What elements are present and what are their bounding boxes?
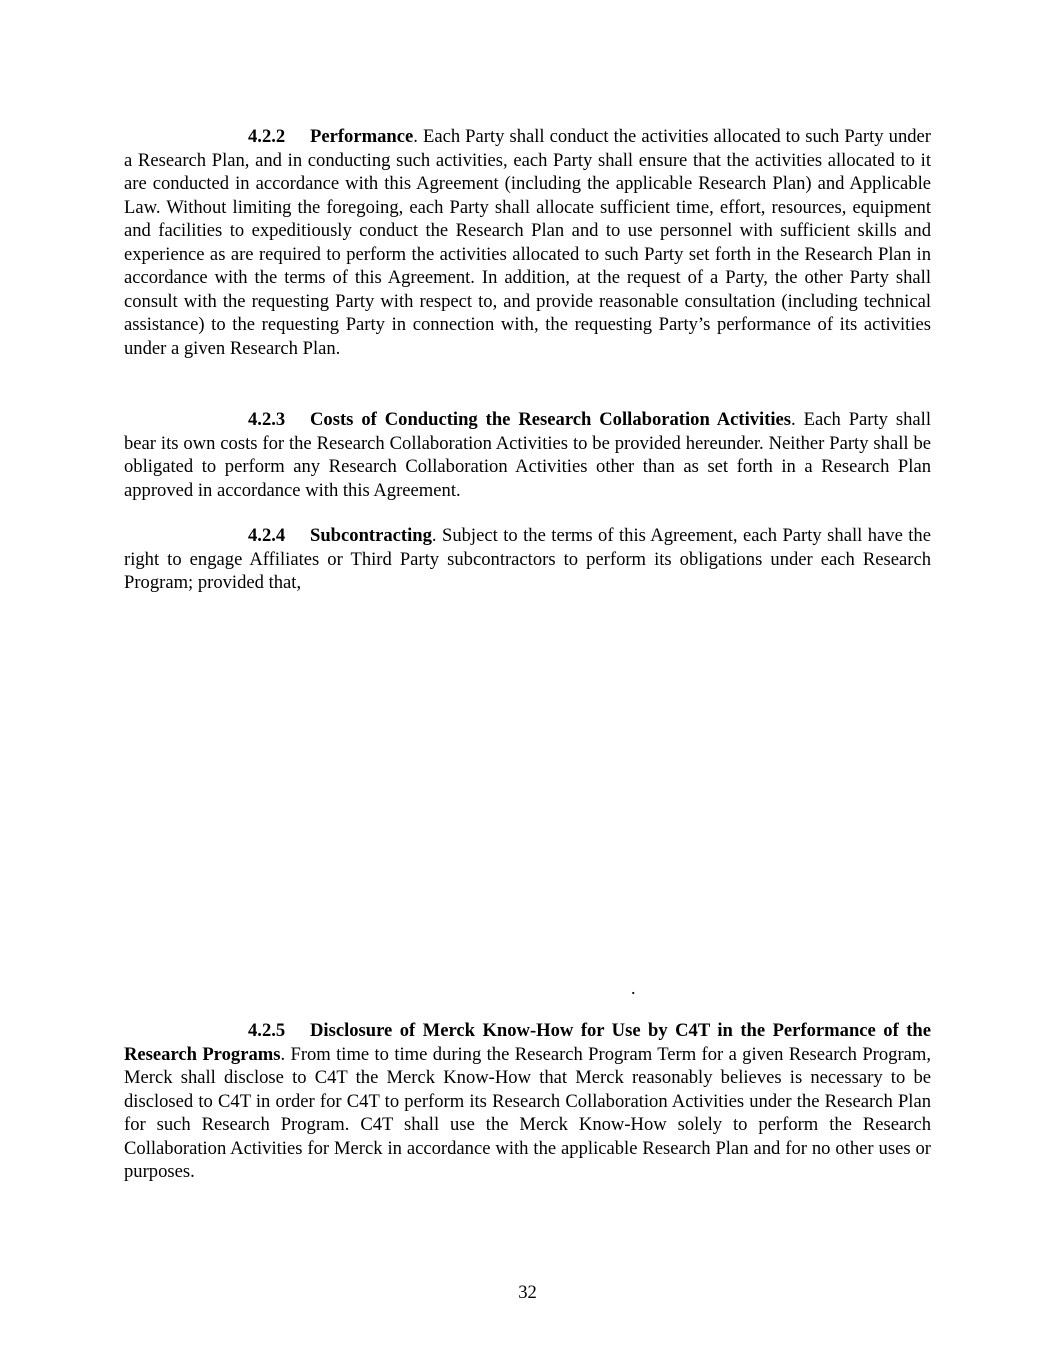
section-heading: Subcontracting (310, 525, 432, 546)
section-heading: Costs of Conducting the Research Collaboration Activities (310, 409, 792, 430)
section-4-2-2 (124, 125, 931, 360)
redaction-mark: . (631, 978, 636, 998)
page-number: 32 (518, 1282, 537, 1303)
section-number: 4.2.4 (248, 525, 286, 546)
section-body: . Subject to the terms of this Agreement, each Party shall have the right to engage Affiliates or Third Party subcontractors to perform its obligations under each Research Program; provided that, (124, 525, 931, 593)
section-heading: Performance (310, 126, 414, 147)
section-heading: Disclosure of Merck Know-How for Use by C4T in the Performance of the Research Programs (124, 1020, 931, 1065)
section-4-2-4 (124, 524, 931, 595)
section-body: . Each Party shall bear its own costs for the Research Collaboration Activities to be provided hereunder. Neither Party shall be obligated to perform any Research Collaboration Activities other than as set forth in a Research Plan approved in accordance with this Agreement. (124, 409, 931, 501)
section-4-2-5 (124, 1019, 931, 1184)
section-body: . From time to time during the Research Program Term for a given Research Program, Merck shall disclose to C4T the Merck Know-How that Merck reasonably believes is necessary to be disclosed to C4T in order for C4T to perform its Research Collaboration Activities under the Research Plan for such Research Program. C4T shall use the Merck Know-How solely to perform the Research Collaboration Activities for Merck in accordance with the applicable Research Plan and for no other uses or purposes. (124, 1043, 932, 1182)
section-number: 4.2.3 (248, 409, 286, 430)
section-number: 4.2.5 (248, 1020, 286, 1041)
section-number: 4.2.2 (248, 126, 286, 147)
section-4-2-3 (124, 408, 931, 502)
section-body: . Each Party shall conduct the activities allocated to such Party under a Research Plan, and in conducting such activities, each Party shall ensure that the activities allocated to it are conducted in accordance with this Agreement (including the applicable Research Plan) and Applicable Law. Without limiting the foregoing, each Party shall allocate sufficient time, effort, resources, equipment and facilities to expeditiously conduct the Research Plan and to use personnel with sufficient skills and experience as are required to perform the activities allocated to such Party set forth in the Research Plan in accordance with the terms of this Agreement. In addition, at the request of a Party, the other Party shall consult with the requesting Party with respect to, and provide reasonable consultation (including technical assistance) to the requesting Party in connection with, the requesting Party’s performance of its activities under a given Research Plan. (124, 126, 931, 359)
